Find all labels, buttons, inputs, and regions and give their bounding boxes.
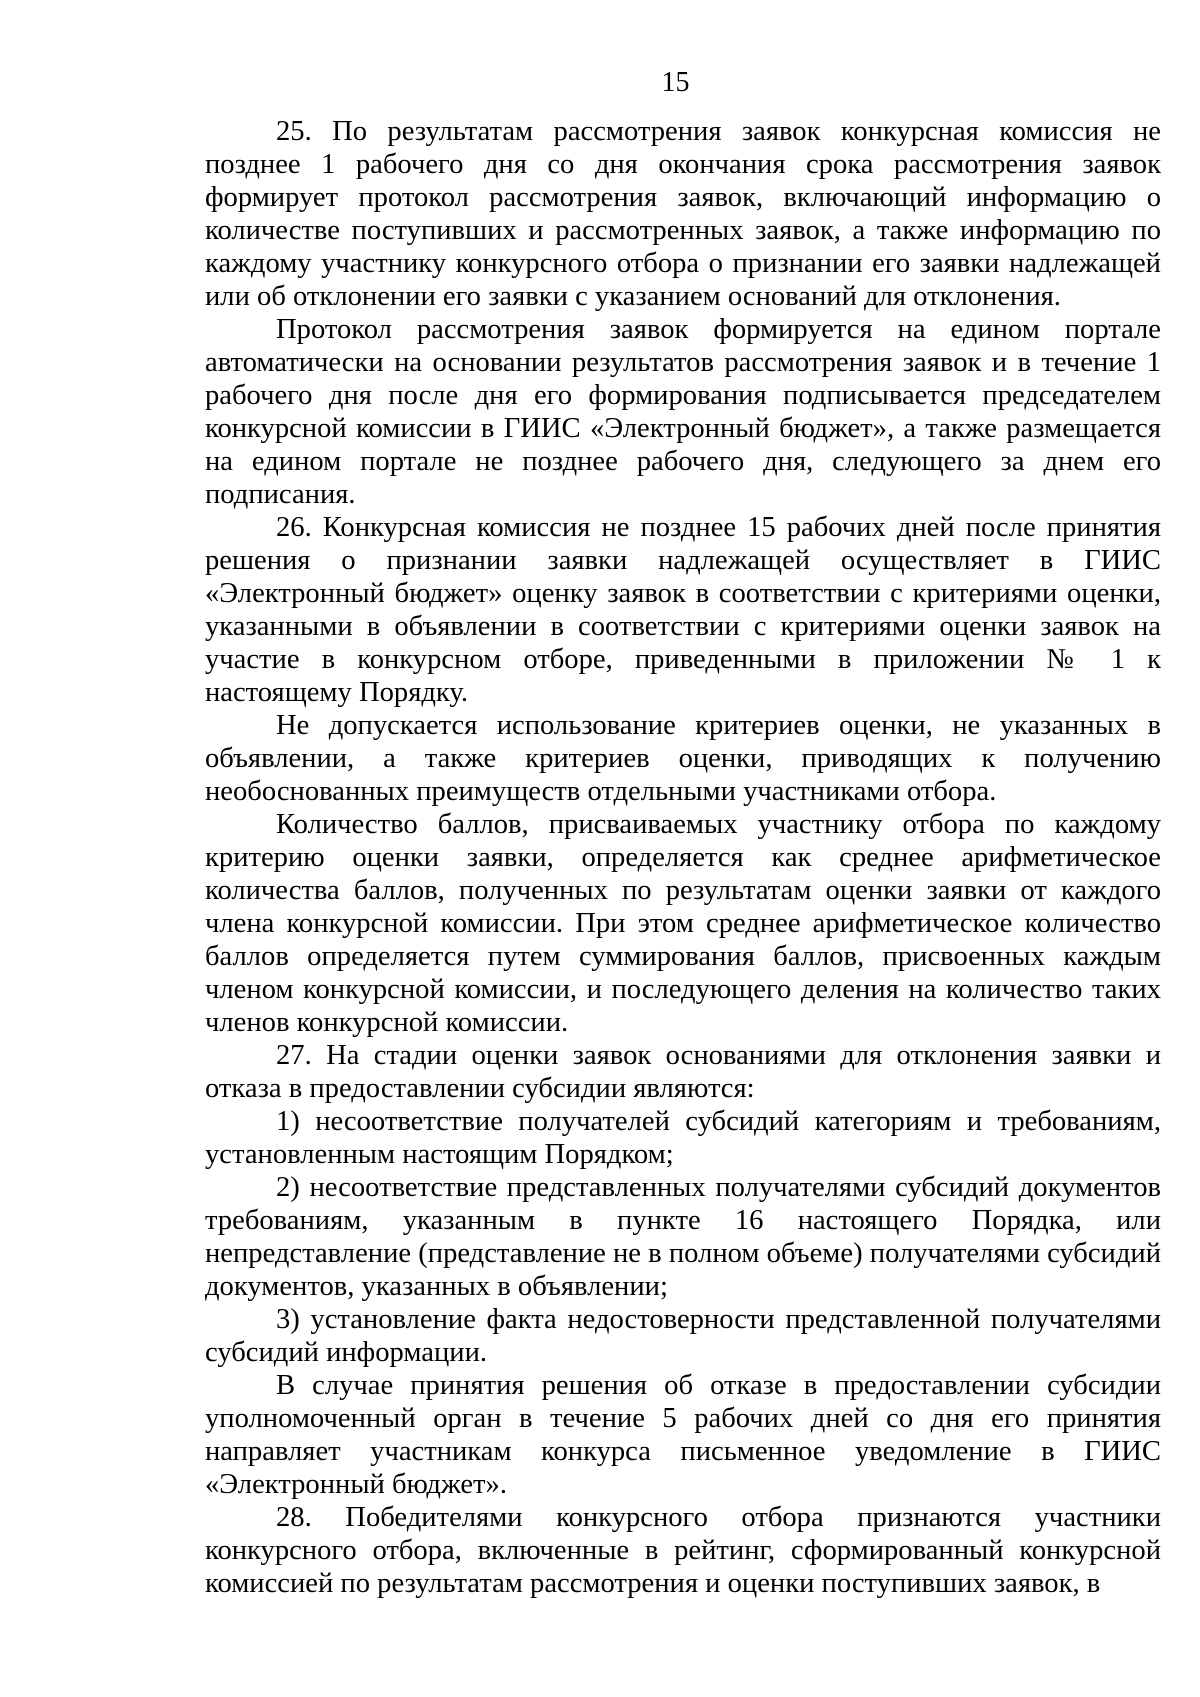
document-body [205, 115, 1161, 1600]
paragraph-26: 26. Конкурсная комиссия не позднее 15 рабочих дней после принятия решения о признании заявки надлежащей осуществляет в ГИИС «Электронный бюджет» оценку заявок в соответствии с критериями оценки, указанными в объявлении в соответствии с критериями оценки заявок на участие в конкурсном отборе, приведенными в приложении № 1 к настоящему Порядку. [205, 512, 1161, 708]
paragraph-25: 25. По результатам рассмотрения заявок конкурсная комиссия не позднее 1 рабочего дня со дня окончания срока рассмотрения заявок формирует протокол рассмотрения заявок, включающий информацию о количестве поступивших и рассмотренных заявок, а также информацию по каждому участнику конкурсного отбора о признании его заявки надлежащей или об отклонении его заявки с указанием оснований для отклонения. [205, 116, 1161, 312]
list-item-2: 2) несоответствие представленных получателями субсидий документов требованиям, указанным в пункте 16 настоящего Порядка, или непредставление (представление не в полном объеме) получателями субсидий документов, указанных в объявлении; [205, 1172, 1161, 1302]
list-item-3: 3) установление факта недостоверности представленной получателями субсидий информации. [205, 1304, 1161, 1368]
paragraph-criteria-restriction: Не допускается использование критериев оценки, не указанных в объявлении, а также критериев оценки, приводящих к получению необоснованных преимуществ отдельными участниками отбора. [205, 710, 1161, 807]
paragraph-score-calculation: Количество баллов, присваиваемых участнику отбора по каждому критерию оценки заявки, определяется как среднее арифметическое количества баллов, полученных по результатам оценки заявки от каждого члена конкурсной комиссии. При этом среднее арифметическое количество баллов определяется путем суммирования баллов, присвоенных каждым членом конкурсной комиссии, и последующего деления на количество таких членов конкурсной комиссии. [205, 809, 1161, 1038]
paragraph-protocol: Протокол рассмотрения заявок формируется на едином портале автоматически на основании результатов рассмотрения заявок и в течение 1 рабочего дня после дня его формирования подписывается председателем конкурсной комиссии в ГИИС «Электронный бюджет», а также размещается на едином портале не позднее рабочего дня, следующего за днем его подписания. [205, 314, 1161, 510]
paragraph-28: 28. Победителями конкурсного отбора признаются участники конкурсного отбора, включенные в рейтинг, сформированный конкурсной комиссией по результатам рассмотрения и оценки поступивших заявок, в [205, 1502, 1161, 1599]
page-number: 15 [661, 67, 690, 98]
paragraph-refusal-notice: В случае принятия решения об отказе в предоставлении субсидии уполномоченный орган в течение 5 рабочих дней со дня его принятия направляет участникам конкурса письменное уведомление в ГИИС «Электронный бюджет». [205, 1370, 1161, 1500]
paragraph-27: 27. На стадии оценки заявок основаниями для отклонения заявки и отказа в предоставлении субсидии являются: [205, 1040, 1161, 1104]
list-item-1: 1) несоответствие получателей субсидий категориям и требованиям, установленным настоящим Порядком; [205, 1106, 1161, 1170]
